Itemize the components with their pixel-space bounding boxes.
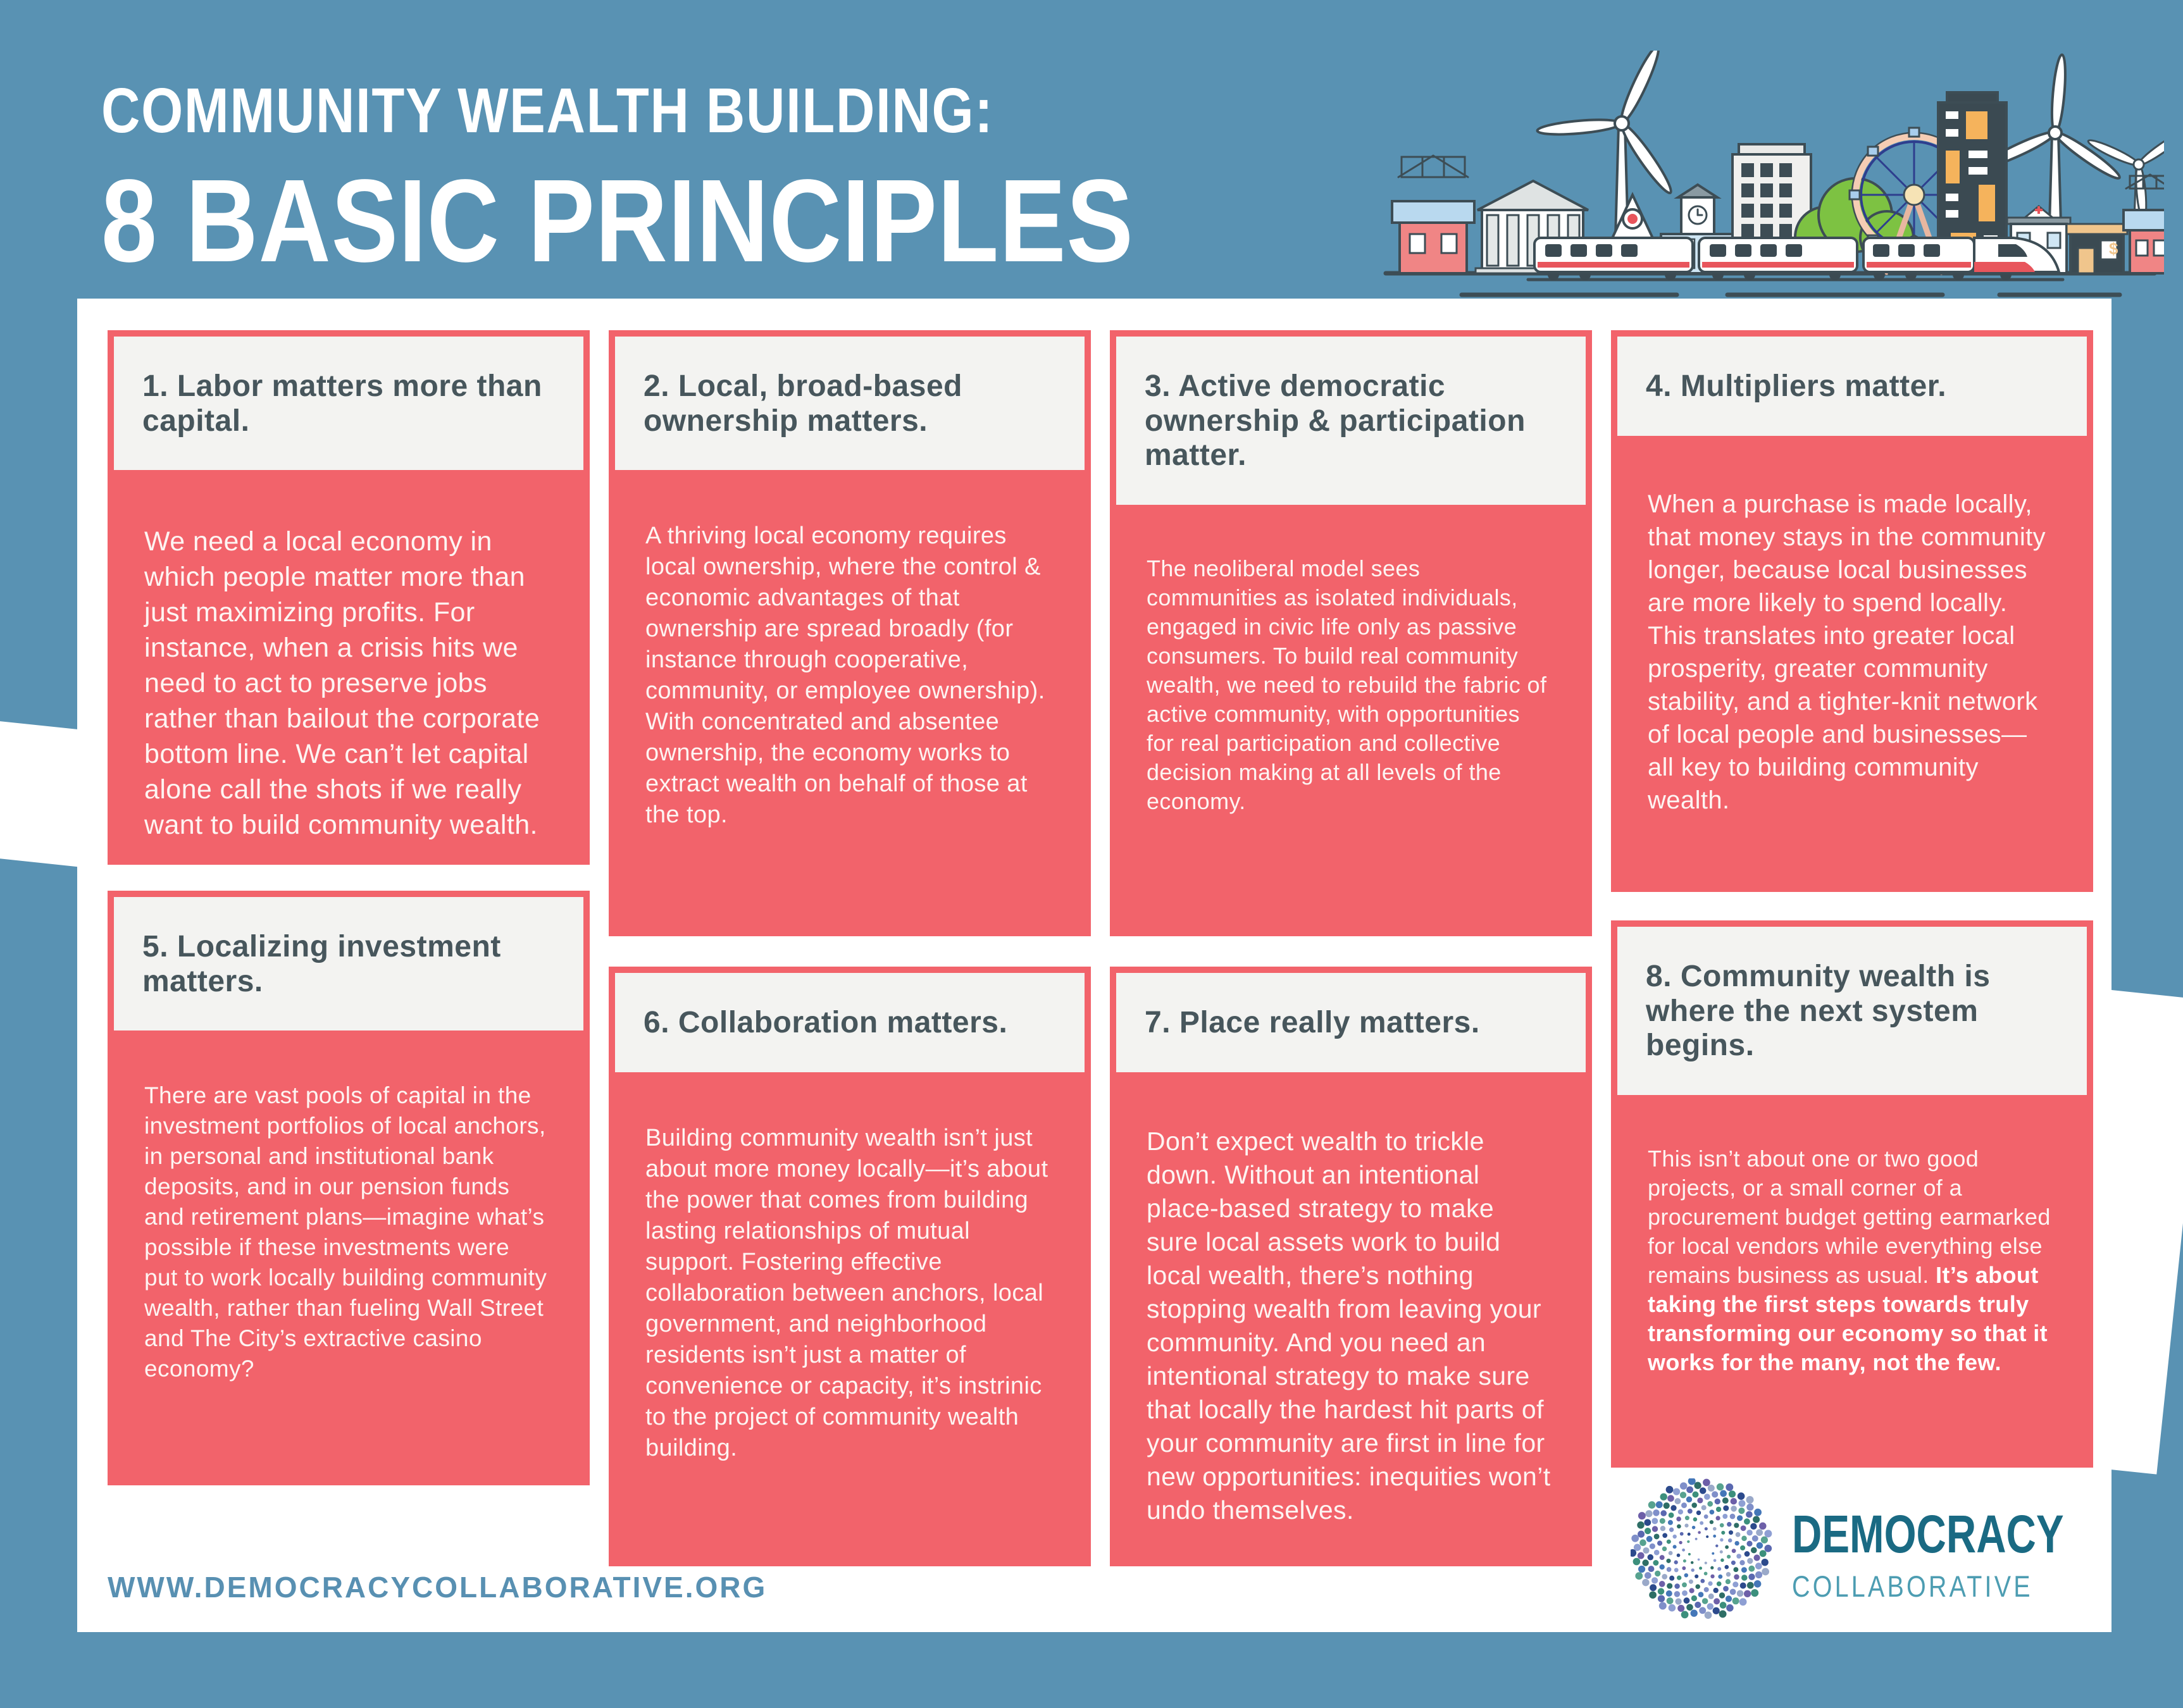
masthead xyxy=(101,75,1316,288)
card-header xyxy=(1617,337,2087,436)
card-heading: 4. Multipliers matter. xyxy=(1646,369,1947,403)
card-body-text: A thriving local economy requires local ownership, where the control & economic advantages of that ownership are spread broadly (for instance through cooperative, community, or employee ownership). With concentrated and absentee ownership, the economy works to extract wealth on behalf of those at the top. xyxy=(645,523,1045,829)
card-heading: 7. Place really matters. xyxy=(1145,1006,1480,1039)
card-body-text: There are vast pools of capital in the investment portfolios of local anchors, in personal and institutional bank deposits, and in our pension funds and retirement plans—imagine what’s possible if these investments were put to work locally building community wealth, rather than fueling Wall Street and The City’s extractive casino economy? xyxy=(144,1082,547,1382)
card-body xyxy=(615,1096,1085,1489)
card-body xyxy=(615,494,1085,856)
card-body xyxy=(1116,1098,1586,1552)
logo-wordmark-line2: COLLABORATIVE xyxy=(1792,1569,2033,1603)
website-url[interactable]: WWW.DEMOCRACYCOLLABORATIVE.ORG xyxy=(108,1571,768,1604)
card-body-text: Building community wealth isn’t just about more money locally—it’s about the power that comes from building lasting relationships of mutual support. Fostering effective collaboration between anchors, local government, and neighborhood residents isn’t just a matter of convenience or capacity, it’s instrinic to the project of community wealth building. xyxy=(645,1124,1048,1461)
page-title-kicker: COMMUNITY WEALTH BUILDING: xyxy=(101,75,994,146)
card-body xyxy=(114,497,583,865)
card-header xyxy=(1617,927,2087,1095)
card-header xyxy=(615,973,1085,1072)
card-heading: 5. Localizing investment matters. xyxy=(142,930,501,998)
card-body-text: When a purchase is made locally, that money stays in the community longer, because local businesses are more likely to spend locally. This translates into greater local prosperity, greater community stability, and a tighter-knit network of local people and businesses—all key to building community wealth. xyxy=(1648,490,2046,814)
cityscape-illustration xyxy=(1373,51,2164,304)
card-heading: 2. Local, broad-based ownership matters. xyxy=(644,369,962,438)
principle-card-3 xyxy=(1110,330,1592,936)
card-header xyxy=(1116,973,1586,1072)
house-icon xyxy=(1392,156,1474,273)
page-title: 8 BASIC PRINCIPLES xyxy=(101,156,1134,287)
card-heading: 6. Collaboration matters. xyxy=(644,1006,1008,1039)
card-header xyxy=(1116,337,1586,505)
card-heading: 8. Community wealth is where the next system begins. xyxy=(1646,960,1991,1063)
logo-wordmark-line1: DEMOCRACY xyxy=(1792,1504,2064,1564)
principle-card-8 xyxy=(1611,920,2093,1468)
card-body-text: This isn’t about one or two good projects, or a small corner of a procurement budget getting earmarked for local vendors while everything else remains business as usual. xyxy=(1648,1146,2051,1289)
svg-text:$: $ xyxy=(2109,239,2118,258)
principle-card-1 xyxy=(108,330,590,865)
card-body xyxy=(1617,461,2087,842)
card-body-bold-text: It’s about taking the first steps towards truly transforming our economy so that it works for the many, not the few. xyxy=(1648,1262,2048,1376)
card-body xyxy=(1617,1118,2087,1402)
card-body xyxy=(114,1054,583,1409)
shop-icon xyxy=(2067,224,2127,273)
card-body-text: Don’t expect wealth to trickle down. Without an intentional place-based strategy to make sure local assets work to build local wealth, there’s nothing stopping wealth from leaving your community. And you need an intentional strategy to make sure that locally the hardest hit parts of your community are first in line for new opportunities: inequities won’t undo themselves. xyxy=(1147,1126,1551,1525)
logo-text xyxy=(1792,1504,2141,1604)
principle-card-2 xyxy=(609,330,1091,936)
democracy-collaborative-logo xyxy=(1631,1478,2099,1624)
card-header xyxy=(615,337,1085,470)
wind-turbine-icon xyxy=(2086,129,2164,220)
card-header xyxy=(114,337,583,470)
house-icon xyxy=(2124,175,2164,273)
content-panel xyxy=(77,299,2111,1632)
logo-spiral-icon xyxy=(1631,1478,1773,1621)
card-header xyxy=(114,897,583,1030)
principle-card-6 xyxy=(609,967,1091,1566)
card-body xyxy=(1116,528,1586,841)
card-heading: 1. Labor matters more than capital. xyxy=(142,369,542,438)
card-body-text: We need a local economy in which people matter more than just maximizing profits. For instance, when a crisis hits we need to act to preserve jobs rather than bailout the corporate bottom line. We can’t let capital alone call the shots if we really want to build community wealth. xyxy=(144,526,540,841)
card-heading: 3. Active democratic ownership & participation matter. xyxy=(1145,369,1526,473)
principle-card-4 xyxy=(1611,330,2093,892)
card-body-text: The neoliberal model sees communities as isolated individuals, engaged in civic life only as passive consumers. To build real community wealth, we need to rebuild the fabric of active community, with opportunities for real participation and collective decision making at all levels of the economy. xyxy=(1147,555,1547,815)
principle-card-5 xyxy=(108,891,590,1485)
principle-card-7 xyxy=(1110,967,1592,1566)
